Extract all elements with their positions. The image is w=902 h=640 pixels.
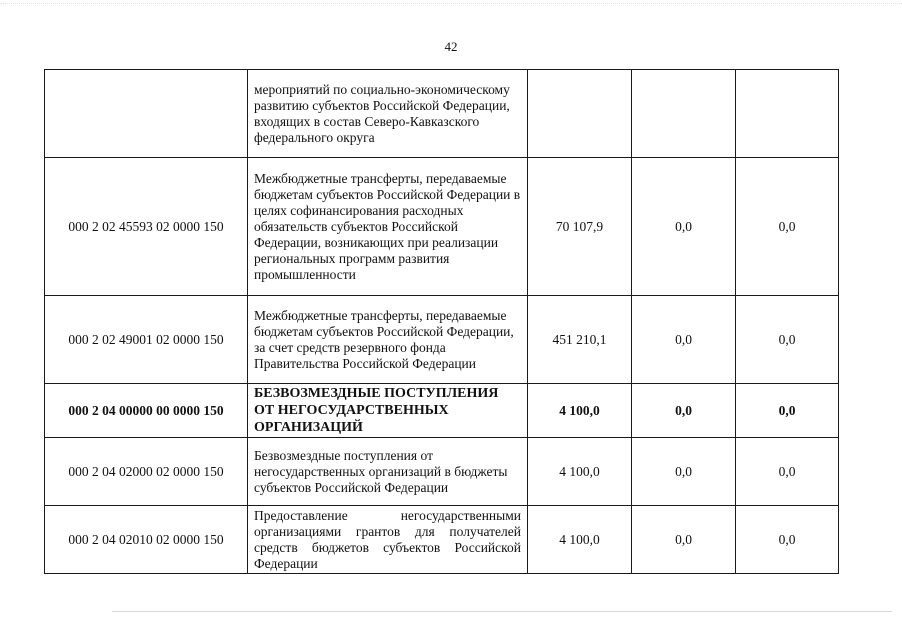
amount-2023-cell: 0,0 — [632, 296, 736, 384]
amount-2023-cell: 0,0 — [632, 384, 736, 438]
amount-2023-cell: 0,0 — [632, 506, 736, 574]
amount-2022-cell: 4 100,0 — [528, 506, 632, 574]
budget-code-cell — [45, 70, 248, 158]
table-row — [45, 296, 839, 384]
page-number: 42 — [444, 39, 458, 54]
budget-code-cell: 000 2 04 00000 00 0000 150 — [45, 384, 248, 438]
amount-2022-cell — [528, 70, 632, 158]
table-row — [45, 384, 839, 438]
budget-code-cell: 000 2 04 02000 02 0000 150 — [45, 438, 248, 506]
amount-2024-cell: 0,0 — [736, 506, 839, 574]
amount-2024-cell — [736, 70, 839, 158]
item-name-cell: БЕЗВОЗМЕЗДНЫЕ ПОСТУПЛЕНИЯ ОТ НЕГОСУДАРСТВЕННЫХ ОРГАНИЗАЦИЙ — [248, 384, 528, 438]
amount-2024-cell: 0,0 — [736, 384, 839, 438]
table-row — [45, 158, 839, 296]
scan-edge-line — [0, 3, 902, 4]
amount-2024-cell: 0,0 — [736, 296, 839, 384]
footer-line — [112, 611, 892, 612]
item-name-cell: Межбюджетные трансферты, передаваемые бюджетам субъектов Российской Федерации в целях софинансирования расходных обязательств субъектов Российской Федерации, возникающих при реализации региональных программ развития промышленности — [248, 158, 528, 296]
item-name-cell: Безвозмездные поступления от негосударственных организаций в бюджеты субъектов Российской Федерации — [248, 438, 528, 506]
amount-2022-cell: 4 100,0 — [528, 438, 632, 506]
revenue-table — [44, 69, 839, 574]
budget-code-cell: 000 2 02 49001 02 0000 150 — [45, 296, 248, 384]
amount-2022-cell: 451 210,1 — [528, 296, 632, 384]
table-row — [45, 506, 839, 574]
amount-2023-cell: 0,0 — [632, 158, 736, 296]
amount-2023-cell: 0,0 — [632, 438, 736, 506]
table-row — [45, 438, 839, 506]
budget-code-cell: 000 2 02 45593 02 0000 150 — [45, 158, 248, 296]
item-name-cell: Межбюджетные трансферты, передаваемые бюджетам субъектов Российской Федерации, за счет средств резервного фонда Правительства Российской Федерации — [248, 296, 528, 384]
amount-2022-cell: 70 107,9 — [528, 158, 632, 296]
amount-2024-cell: 0,0 — [736, 438, 839, 506]
amount-2024-cell: 0,0 — [736, 158, 839, 296]
item-name-cell: Предоставление негосударственными организациями грантов для получателей средств бюджетов субъектов Российской Федерации — [248, 506, 528, 574]
item-name-cell: мероприятий по социально-экономическому развитию субъектов Российской Федерации, входящих в состав Северо-Кавказского федерального округа — [248, 70, 528, 158]
amount-2022-cell: 4 100,0 — [528, 384, 632, 438]
amount-2023-cell — [632, 70, 736, 158]
table-row — [45, 70, 839, 158]
budget-code-cell: 000 2 04 02010 02 0000 150 — [45, 506, 248, 574]
